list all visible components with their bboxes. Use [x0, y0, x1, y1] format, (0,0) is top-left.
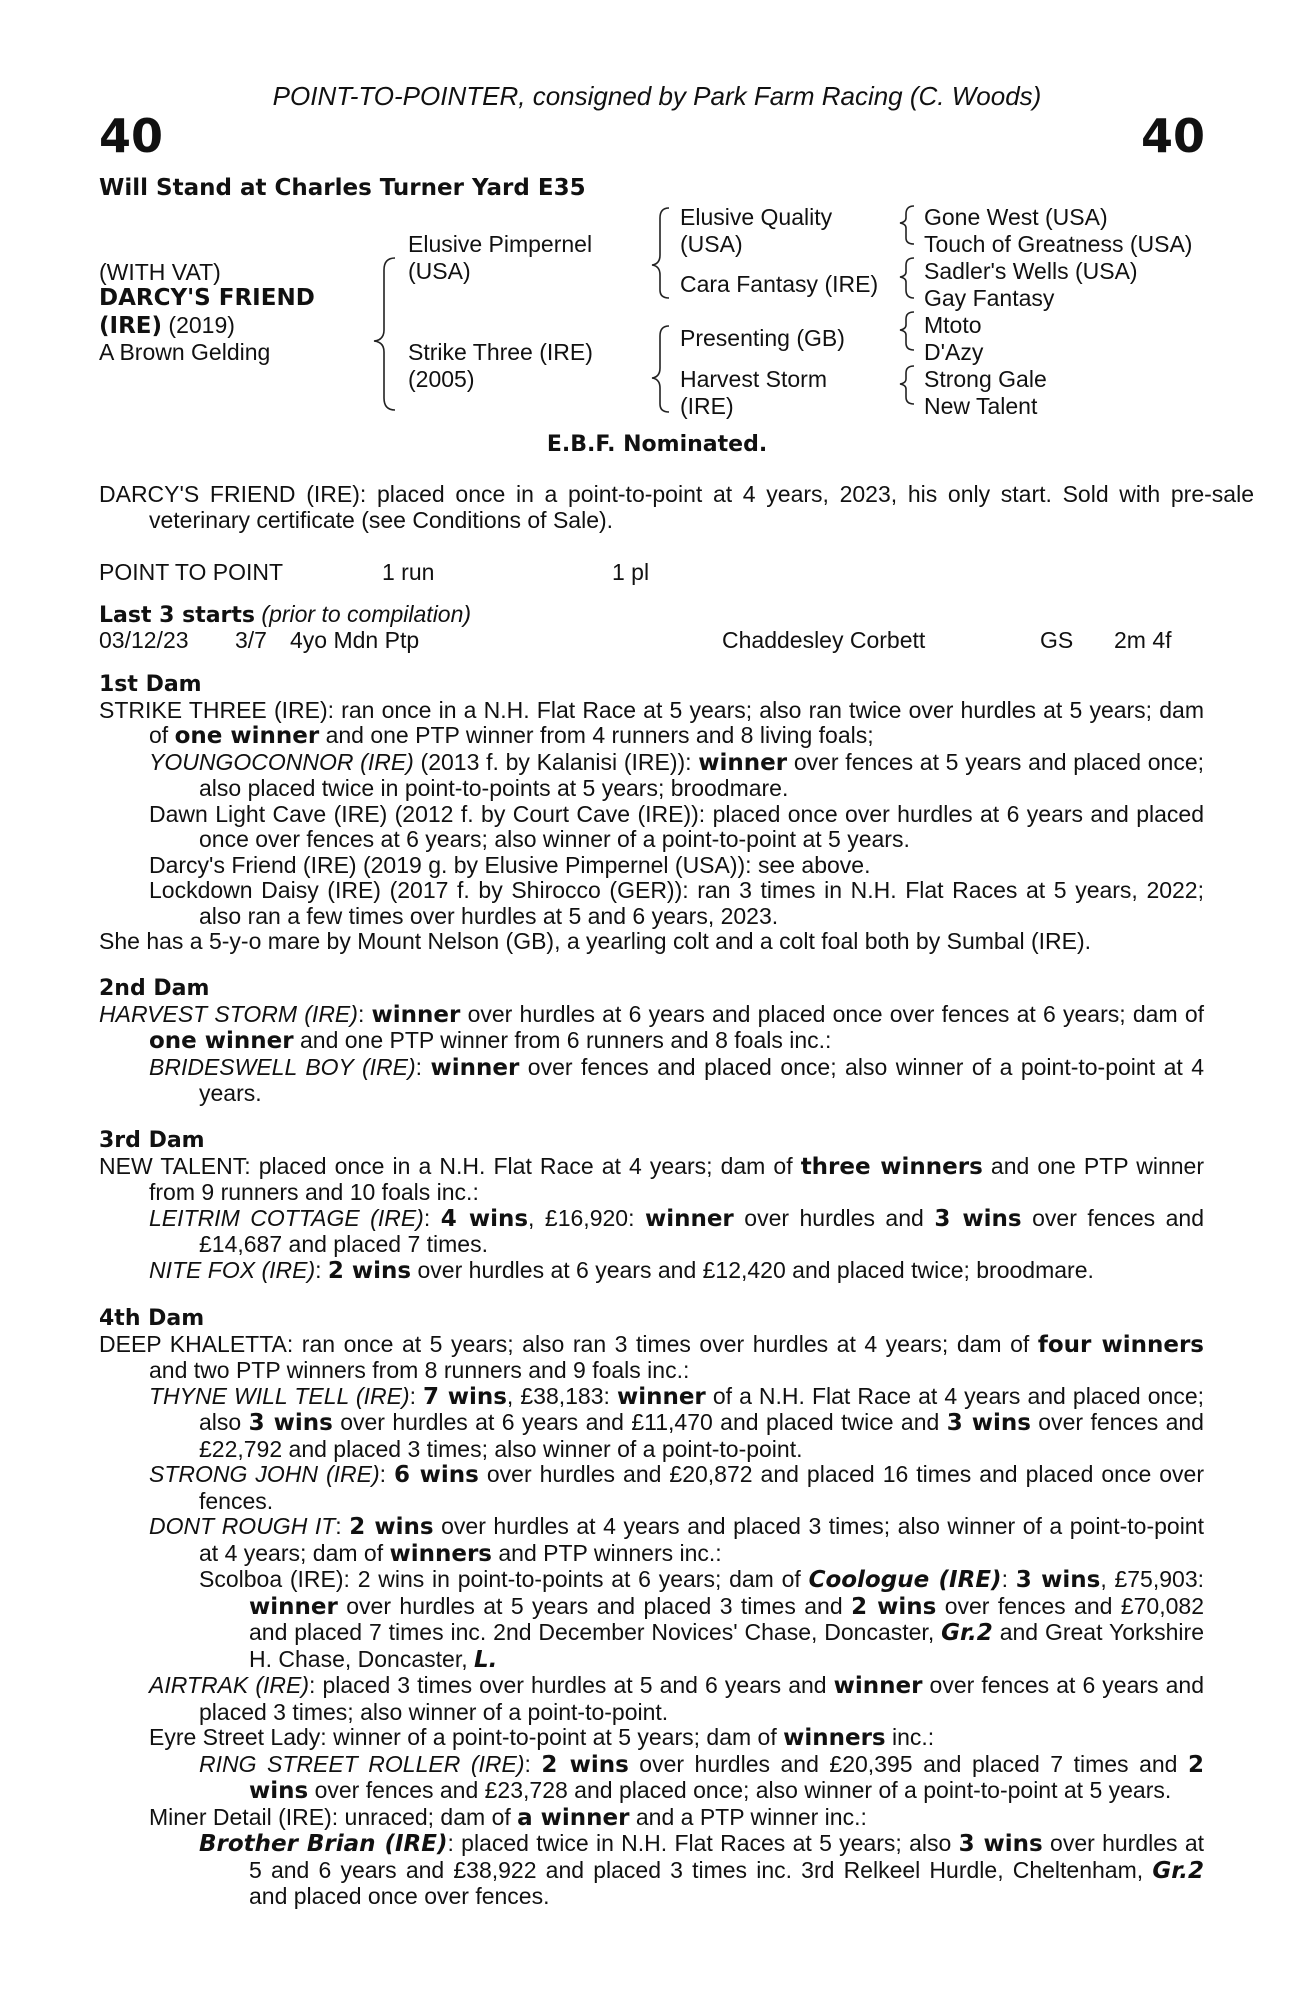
- lot-number-right: 40: [1140, 109, 1205, 163]
- third-dam-title: 3rd Dam: [99, 1128, 205, 1153]
- second-dam-entry: HARVEST STORM (IRE): winner over hurdles at 6 years and placed once over fences at 6 years; dam of one winner and one PTP winner from 6 runners and 8 foals inc.:: [99, 1000, 1204, 1054]
- stand-location: Will Stand at Charles Turner Yard E35: [99, 175, 586, 201]
- fourth-dam-grandprogeny: Brother Brian (IRE): placed twice in N.H. Flat Races at 5 years; also 3 wins over hurdles at 5 and 6 years and £38,922 and placed 3 times inc. 3rd Relkeel Hurdle, Cheltenham, Gr.2 and placed once over fences.: [199, 1830, 1204, 1909]
- pedigree-dd-line2: (IRE): [680, 393, 734, 419]
- vat-note: (WITH VAT): [99, 259, 221, 285]
- start-position: 3/7: [235, 627, 267, 653]
- last-starts-title: Last 3 starts: [99, 603, 256, 628]
- fourth-dam-title: 4th Dam: [99, 1306, 205, 1331]
- pedigree-dd-line1: Harvest Storm: [680, 366, 827, 392]
- horse-name: DARCY'S FRIEND: [99, 285, 315, 311]
- pedigree-dsd: D'Azy: [924, 339, 984, 365]
- horse-description: A Brown Gelding: [99, 339, 271, 365]
- second-dam-section: [99, 976, 1204, 1107]
- pedigree-ss-line1: Elusive Quality: [680, 204, 833, 230]
- first-dam-foals-note: She has a 5-y-o mare by Mount Nelson (GB), a yearling colt and a colt foal both by Sumbal (IRE).: [99, 928, 1092, 954]
- first-dam-progeny: YOUNGOCONNOR (IRE) (2013 f. by Kalanisi (IRE)): winner over fences at 5 years and placed once; also placed twice in point-to-points at 5 years; broodmare.: [149, 748, 1205, 801]
- fourth-dam-entry: DEEP KHALETTA: ran once at 5 years; also ran 3 times over hurdles at 4 years; dam of four winners and two PTP winners from 8 runners and 9 foals inc.:: [99, 1330, 1204, 1383]
- start-race: 4yo Mdn Ptp: [290, 627, 420, 653]
- first-dam-section: [99, 672, 1204, 955]
- horse-summary: DARCY'S FRIEND (IRE): placed once in a point-to-point at 4 years, 2023, his only start. Sold with pre-sale veterinary certificate (see Conditions of Sale).: [99, 481, 1254, 533]
- lot-number-left: 40: [99, 109, 164, 163]
- second-dam-progeny: BRIDESWELL BOY (IRE): winner over fences and placed once; also winner of a point-to-point at 4 years.: [149, 1053, 1205, 1106]
- horse-country: (IRE): [99, 313, 163, 339]
- bracket-gen2-sire: [652, 208, 669, 298]
- fourth-dam-grandprogeny: RING STREET ROLLER (IRE): 2 wins over hurdles and £20,395 and placed 7 times and 2 wins over fences and £23,728 and placed once; also winner of a point-to-point at 5 years.: [199, 1750, 1204, 1804]
- third-dam-progeny: NITE FOX (IRE): 2 wins over hurdles at 6 years and £12,420 and placed twice; broodmare.: [149, 1256, 1094, 1284]
- pedigree-ssd: Touch of Greatness (USA): [924, 231, 1193, 257]
- second-dam-title: 2nd Dam: [99, 976, 210, 1001]
- first-dam-title: 1st Dam: [99, 672, 202, 697]
- pedigree-ddd: New Talent: [924, 393, 1038, 419]
- first-dam-progeny: Lockdown Daisy (IRE) (2017 f. by Shirocco (GER)): ran 3 times in N.H. Flat Races at 5 years, 2022; also ran a few times over hurdles at 5 and 6 years, 2023.: [149, 877, 1204, 929]
- pedigree-sdd: Gay Fantasy: [924, 285, 1055, 311]
- consignment-header: POINT-TO-POINTER, consigned by Park Farm Racing (C. Woods): [272, 81, 1042, 111]
- first-dam-entry: STRIKE THREE (IRE): ran once in a N.H. Flat Race at 5 years; also ran twice over hurdles at 5 years; dam of one winner and one PTP winner from 4 runners and 8 living foals;: [99, 696, 1204, 749]
- last-starts-heading: [99, 602, 471, 629]
- ebf-nominated: E.B.F. Nominated.: [546, 432, 768, 457]
- fourth-dam-progeny: AIRTRAK (IRE): placed 3 times over hurdles at 5 and 6 years and winner over fences at 6 years and placed 3 times; also winner of a point-to-point.: [149, 1672, 1204, 1725]
- bracket-gen3-3: [900, 312, 914, 350]
- record-placed: 1 pl: [612, 559, 650, 585]
- start-going: GS: [1040, 627, 1074, 653]
- pedigree-brackets: [0, 0, 1314, 460]
- pedigree-sire-line2: (USA): [408, 258, 471, 284]
- start-distance: 2m 4f: [1114, 627, 1172, 653]
- pedigree-dss: Mtoto: [924, 312, 982, 338]
- pedigree-dds: Strong Gale: [924, 366, 1047, 392]
- horse-year: (2019): [162, 312, 235, 338]
- bracket-gen3-2: [900, 258, 914, 298]
- pedigree-dam-line2: (2005): [408, 366, 475, 392]
- pedigree-sds: Sadler's Wells (USA): [924, 258, 1138, 284]
- pedigree-sire-line1: Elusive Pimpernel: [408, 231, 593, 257]
- record-runs: 1 run: [382, 559, 435, 585]
- first-dam-progeny: Darcy's Friend (IRE) (2019 g. by Elusive Pimpernel (USA)): see above.: [149, 851, 871, 878]
- third-dam-progeny: LEITRIM COTTAGE (IRE): 4 wins, £16,920: winner over hurdles and 3 wins over fences and £14,687 and placed 7 times.: [149, 1204, 1204, 1257]
- pedigree-ss-line2: (USA): [680, 231, 743, 257]
- record-label: POINT TO POINT: [99, 559, 284, 585]
- fourth-dam-grandprogeny: Scolboa (IRE): 2 wins in point-to-points at 6 years; dam of Coologue (IRE): 3 wins, £75,903: winner over hurdles at 5 years and placed 3 times and 2 wins over fences and £70,082 and placed 7 times inc. 2nd December Novices' Chase, Doncaster, Gr.2 and Great Yorkshire H. Chase, Doncaster, L.: [199, 1566, 1204, 1673]
- third-dam-section: [99, 1128, 1204, 1284]
- start-date: 03/12/23: [99, 627, 189, 653]
- bracket-gen2-dam: [652, 326, 669, 412]
- fourth-dam-progeny: DONT ROUGH IT: 2 wins over hurdles at 4 years and placed 3 times; also winner of a point-to-point at 4 years; dam of winners and PTP winners inc.:: [149, 1513, 1204, 1567]
- fourth-dam-progeny: Eyre Street Lady: winner of a point-to-point at 5 years; dam of winners inc.:: [149, 1724, 935, 1751]
- bracket-gen3-4: [900, 366, 914, 404]
- fourth-dam-section: [99, 1306, 1204, 1910]
- pedigree-sd: Cara Fantasy (IRE): [680, 271, 879, 297]
- pedigree-sss: Gone West (USA): [924, 204, 1108, 230]
- first-dam-progeny: Dawn Light Cave (IRE) (2012 f. by Court Cave (IRE)): placed once over hurdles at 6 years and placed once over fences at 6 years; also winner of a point-to-point at 5 years.: [149, 800, 1204, 852]
- third-dam-entry: NEW TALENT: placed once in a N.H. Flat Race at 4 years; dam of three winners and one PTP winner from 9 runners and 10 foals inc.:: [99, 1152, 1204, 1205]
- start-course: Chaddesley Corbett: [722, 627, 926, 653]
- fourth-dam-progeny: STRONG JOHN (IRE): 6 wins over hurdles and £20,872 and placed 16 times and placed once over fences.: [149, 1461, 1204, 1514]
- bracket-gen3-1: [900, 206, 914, 244]
- last-starts-note: (prior to compilation): [255, 601, 472, 627]
- pedigree-dam-line1: Strike Three (IRE): [408, 339, 593, 365]
- fourth-dam-progeny: THYNE WILL TELL (IRE): 7 wins, £38,183: winner of a N.H. Flat Race at 4 years and placed once; also 3 wins over hurdles at 6 years and £11,470 and placed twice and 3 wins over fences and £22,792 and placed 3 times; also winner of a point-to-point.: [149, 1382, 1204, 1462]
- bracket-gen1: [374, 258, 395, 410]
- fourth-dam-progeny: Miner Detail (IRE): unraced; dam of a winner and a PTP winner inc.:: [149, 1803, 867, 1831]
- pedigree-ds: Presenting (GB): [680, 325, 845, 351]
